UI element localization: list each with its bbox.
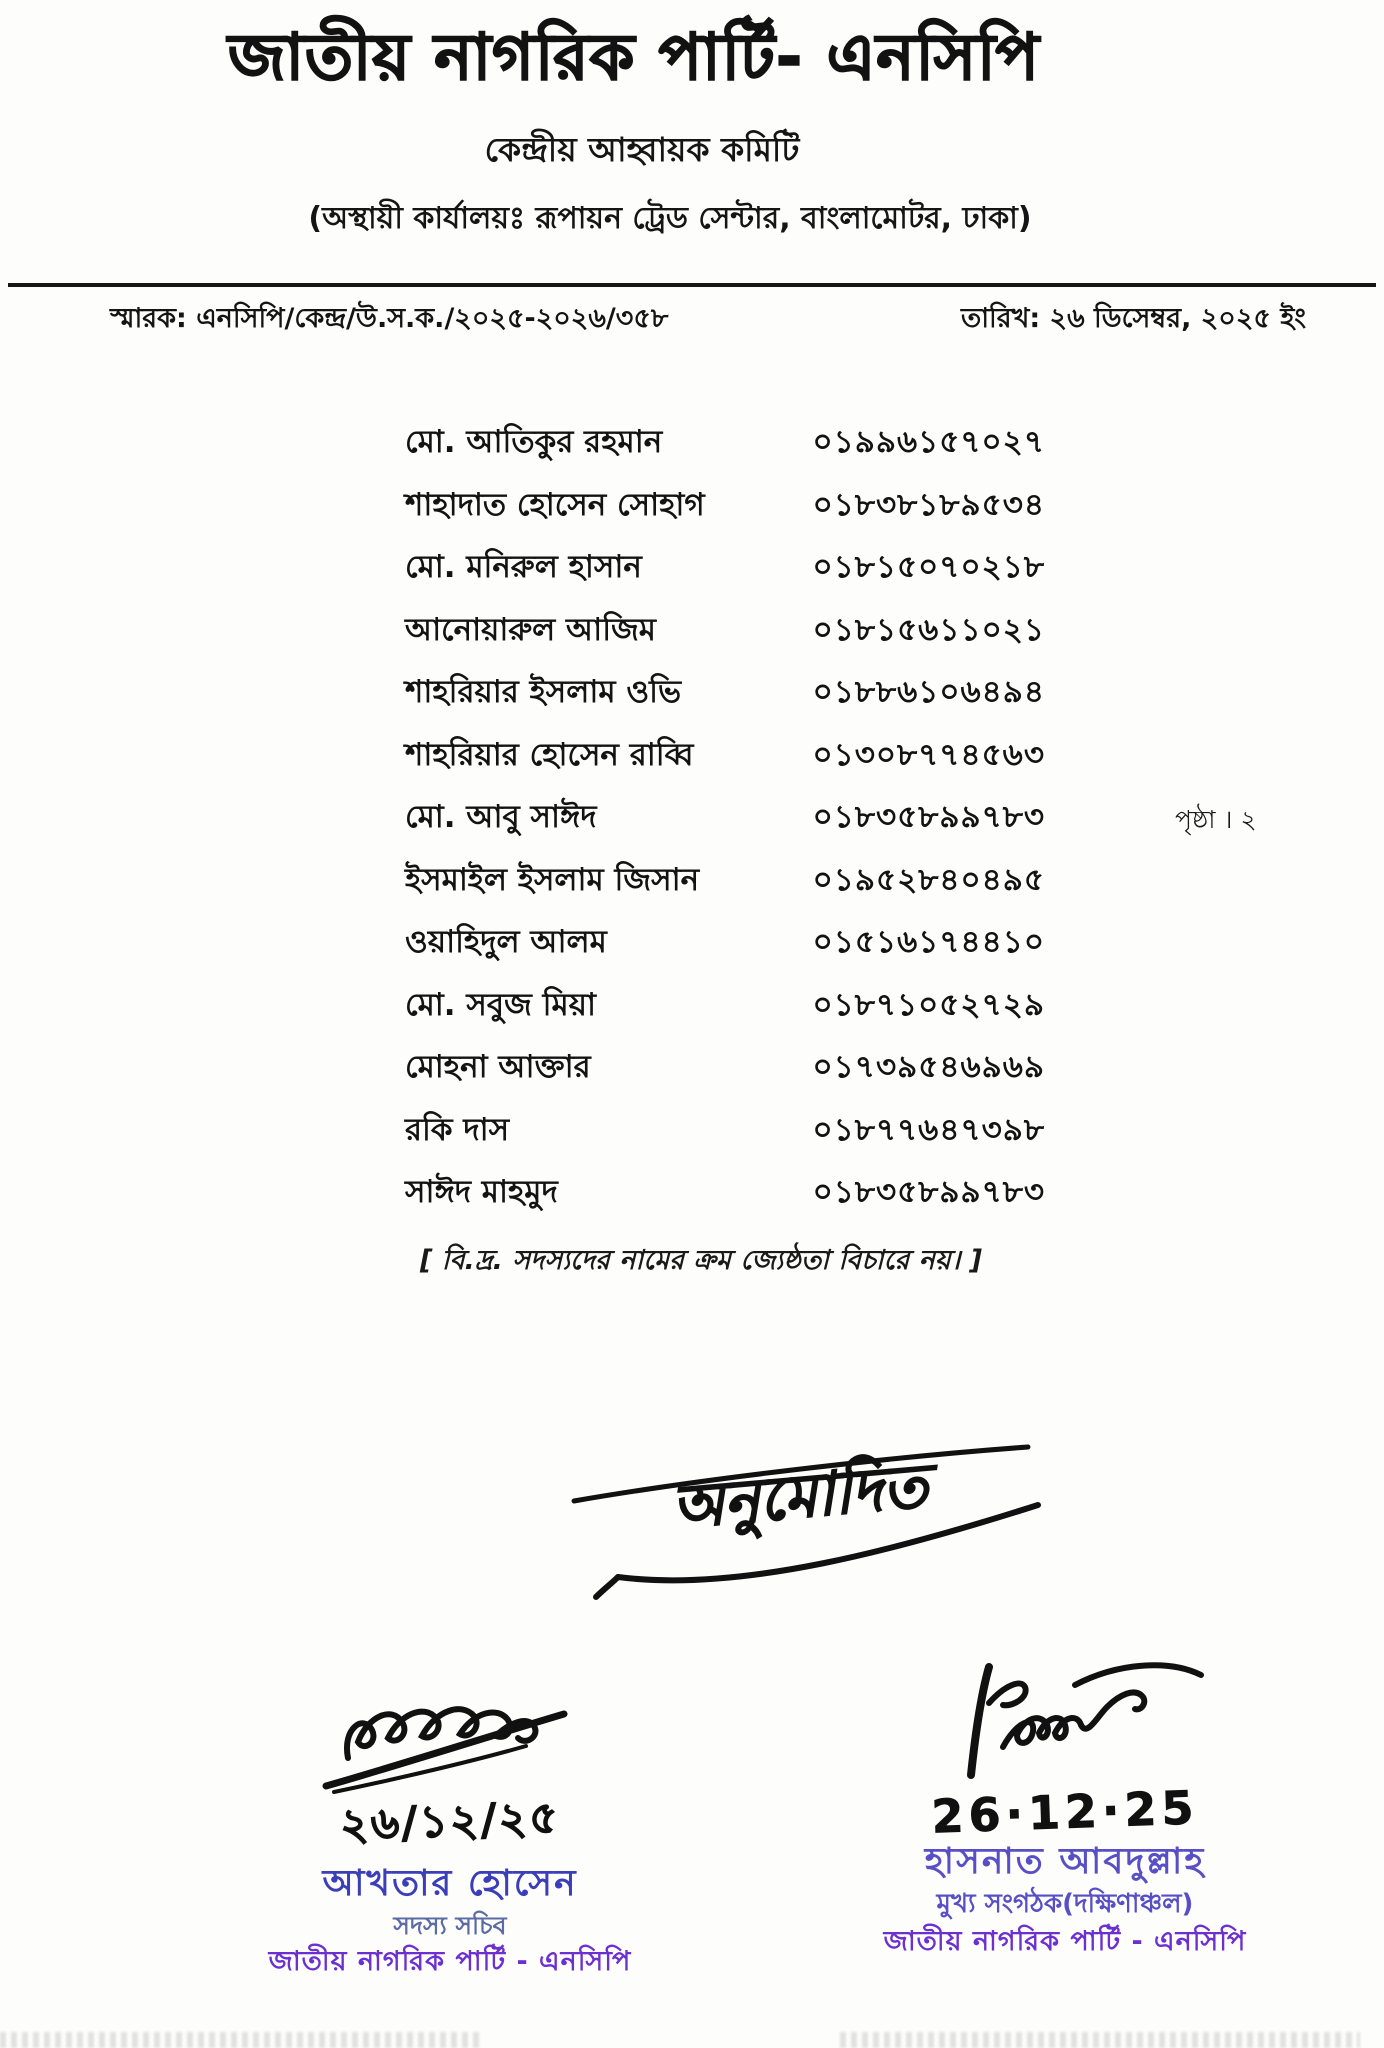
signer-title-right: মুখ্য সংগঠক(দক্ষিণাঞ্চল) xyxy=(936,1889,1194,1919)
member-row xyxy=(405,1168,1045,1231)
header-divider xyxy=(8,283,1376,287)
memo-row xyxy=(110,298,1306,343)
handwritten-date-left: ২৬/১২/২৫ xyxy=(339,1792,561,1851)
member-row xyxy=(405,481,1045,544)
member-row xyxy=(405,668,1045,731)
stamp-right xyxy=(855,1839,1275,1958)
member-name: রকি দাস xyxy=(405,1111,510,1148)
page-number-marker: পৃষ্ঠা । ২ xyxy=(1175,805,1257,834)
member-phone: ০১৮৩৫৮৯৯৭৮৩ xyxy=(812,1174,1045,1210)
member-row xyxy=(405,793,1045,856)
signer-name-left: আখতার হোসেন xyxy=(322,1863,578,1904)
footnote: [ বি.দ্র. সদস্যদের নামের ক্রম জ্যেষ্ঠতা বিচারে নয়। ] xyxy=(419,1245,982,1276)
member-name: মোহনা আক্তার xyxy=(405,1049,591,1085)
bottom-bleed-through xyxy=(0,2032,480,2048)
member-phone: ০১৮৩৫৮৯৯৭৮৩ xyxy=(812,799,1045,835)
member-row xyxy=(405,918,1045,981)
member-name: মো. আবু সাঈদ xyxy=(405,799,597,835)
signature-scribble-left xyxy=(320,1688,580,1800)
approval-word: অনুমোদিত xyxy=(668,1450,931,1544)
party-title: জাতীয় নাগরিক পার্টি- এনসিপি xyxy=(228,21,1040,95)
letter-date: তারিখ: ২৬ ডিসেম্বর, ২০২৫ ইং xyxy=(960,303,1306,334)
signature-block-left xyxy=(250,1688,650,1979)
member-phone: ০১৮৭৭৬৪৭৩৯৮ xyxy=(812,1111,1045,1148)
member-row xyxy=(405,981,1045,1044)
member-name: শাহরিয়ার ইসলাম ওভি xyxy=(405,674,682,710)
approval-handwriting xyxy=(560,1425,1050,1615)
member-name: শাহাদাত হোসেন সোহাগ xyxy=(405,486,705,523)
letterhead xyxy=(0,22,1384,245)
signer-name-right: হাসনাত আবদুল্লাহ xyxy=(924,1841,1206,1882)
member-row xyxy=(405,543,1045,606)
signer-org-right: জাতীয় নাগরিক পার্টি - এনসিপি xyxy=(883,1925,1247,1957)
signer-org-left: জাতীয় নাগরিক পার্টি - এনসিপি xyxy=(268,1946,632,1978)
signature-block-right xyxy=(855,1655,1275,1958)
member-phone: ০১৮৭১০৫২৭২৯ xyxy=(812,986,1045,1023)
member-phone: ০১৮৮৬১০৬৪৯৪ xyxy=(812,674,1045,710)
committee-subtitle: কেন্দ্রীয় আহ্বায়ক কমিটি xyxy=(484,129,800,169)
member-row xyxy=(405,1106,1045,1169)
signature-scribble-right xyxy=(925,1655,1205,1795)
member-row xyxy=(405,418,1045,481)
memo-number: স্মারক: এনসিপি/কেন্দ্র/উ.স.ক./২০২৫-২০২৬/৩৫৮ xyxy=(110,303,669,334)
member-row xyxy=(405,856,1045,919)
signer-title-left: সদস্য সচিব xyxy=(393,1911,507,1940)
office-address: (অস্থায়ী কার্যালয়ঃ রূপায়ন ট্রেড সেন্টার, বাংলামোটর, ঢাকা) xyxy=(308,200,1032,236)
member-phone: ০১৫১৬১৭৪৪১০ xyxy=(812,924,1045,960)
member-name: ইসমাইল ইসলাম জিসান xyxy=(405,861,700,898)
member-name: মো. মনিরুল হাসান xyxy=(405,549,642,585)
member-name: মো. আতিকুর রহমান xyxy=(405,424,663,460)
stamp-left xyxy=(250,1861,650,1979)
member-phone: ০১৮১৫০৭০২১৮ xyxy=(812,549,1045,585)
member-phone: ০১৩০৮৭৭৪৫৬৩ xyxy=(812,736,1045,773)
member-name: আনোয়ারুল আজিম xyxy=(405,611,657,648)
member-list xyxy=(405,418,1045,1231)
member-name: শাহরিয়ার হোসেন রাব্বি xyxy=(405,736,694,773)
member-name: ওয়াহিদুল আলম xyxy=(405,924,607,960)
bottom-bleed-through xyxy=(840,2032,1360,2048)
member-phone: ০১৮১৫৬১১০২১ xyxy=(812,611,1045,648)
member-phone: ০১৭৩৯৫৪৬৯৬৯ xyxy=(812,1049,1045,1085)
member-phone: ০১৯৯৬১৫৭০২৭ xyxy=(812,424,1045,460)
member-phone: ০১৮৩৮১৮৯৫৩৪ xyxy=(812,486,1045,523)
member-phone: ০১৯৫২৮৪০৪৯৫ xyxy=(812,861,1045,898)
member-name: সাঈদ মাহমুদ xyxy=(405,1174,558,1210)
member-name: মো. সবুজ মিয়া xyxy=(405,986,596,1023)
member-row xyxy=(405,606,1045,669)
handwritten-date-right: 26·12·25 xyxy=(930,1780,1200,1844)
member-row xyxy=(405,1043,1045,1106)
member-row xyxy=(405,731,1045,794)
